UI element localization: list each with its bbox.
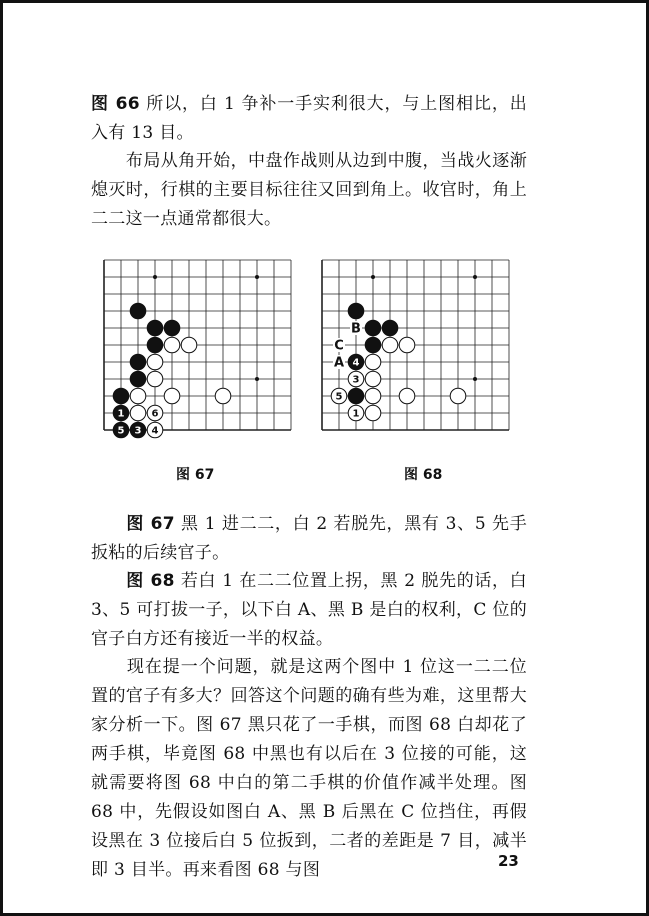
point-letter-label: A (333, 355, 345, 371)
black-stone (382, 320, 398, 336)
paragraph-fig68 (91, 567, 527, 654)
paragraph-text: 若白 1 在二二位置上拐，黑 2 脱先的话，白 3、5 可打拔一子，以下白 A、黑 B 是白的权利，C 位的官子白方还有接近一半的权益。 (91, 571, 527, 649)
go-diagram-fig68 (310, 252, 520, 452)
stone-number-label: 4 (352, 357, 360, 369)
star-point (473, 275, 477, 279)
black-stone (348, 303, 364, 319)
white-stone (164, 337, 180, 353)
stone-number-label: 5 (335, 391, 343, 403)
black-stone (147, 320, 163, 336)
paragraph-text: 黑 1 进二二，白 2 若脱先，黑有 3、5 先手扳粘的后续官子。 (91, 514, 527, 563)
white-stone (365, 405, 381, 421)
page-border-top (0, 0, 649, 3)
board-grid (104, 260, 291, 430)
paragraph-text: 现在提一个问题，就是这两个图中 1 位这一二二位置的官子有多大？回答这个问题的确有些为难，这里帮大家分析一下。图 67 黑只花了一手棋，而图 68 白却花了两手棋，毕竟图 68 中黑也有以后在 3 位接的可能，这就需要将图 68 中白的第二手棋的价值作减半处理。图 68 中，先假设如图白 A、黑 B 后黑在 C 位挡住，再假设黑在 3 位接后白 5 位扳到，二者的差距是 7 目，减半即 3 目半。再来看图 68 与图 (91, 657, 527, 880)
paragraph-intro (91, 147, 527, 234)
black-stone (348, 388, 364, 404)
star-point (153, 275, 157, 279)
stone-number-label: 4 (151, 425, 159, 437)
paragraph-lead: 图 68 (91, 571, 175, 591)
white-stone (365, 354, 381, 370)
stone-number-label: 5 (117, 425, 125, 437)
paragraph-analysis (91, 653, 527, 885)
star-point (255, 275, 259, 279)
white-stone (181, 337, 197, 353)
page-number: 23 (498, 852, 519, 870)
caption-fig68: 图 68 (404, 467, 443, 483)
white-stone (215, 388, 231, 404)
page-border-left (0, 0, 3, 916)
white-stone (382, 337, 398, 353)
black-stone (164, 320, 180, 336)
go-diagram-fig67 (92, 252, 302, 452)
black-stone (365, 337, 381, 353)
paragraph-fig67 (91, 510, 527, 568)
star-point (255, 377, 259, 381)
white-stone (450, 388, 466, 404)
black-stone (130, 371, 146, 387)
paragraph-lead: 图 66 (91, 94, 140, 114)
board-grid (322, 260, 509, 430)
paragraph-lead: 图 67 (91, 514, 175, 534)
white-stone (365, 388, 381, 404)
white-stone (130, 405, 146, 421)
black-stone (365, 320, 381, 336)
star-point (473, 377, 477, 381)
stone-number-label: 3 (352, 374, 360, 386)
white-stone (164, 388, 180, 404)
white-stone (399, 337, 415, 353)
stone-number-label: 6 (151, 408, 159, 420)
white-stone (365, 371, 381, 387)
white-stone (130, 388, 146, 404)
paragraph-fig66 (91, 90, 527, 148)
white-stone (147, 354, 163, 370)
black-stone (130, 354, 146, 370)
white-stone (399, 388, 415, 404)
black-stone (113, 388, 129, 404)
point-letter-label: B (351, 321, 361, 337)
star-point (371, 275, 375, 279)
caption-fig67: 图 67 (176, 467, 215, 483)
black-stone (147, 337, 163, 353)
white-stone (147, 371, 163, 387)
black-stone (130, 303, 146, 319)
stone-number-label: 3 (134, 425, 142, 437)
stone-number-label: 1 (352, 408, 360, 420)
paragraph-text: 布局从角开始，中盘作战则从边到中腹，当战火逐渐熄灭时，行棋的主要目标往往又回到角上。收官时，角上二二这一点通常都很大。 (91, 151, 527, 229)
paragraph-text: 所以，白 1 争补一手实利很大，与上图相比，出入有 13 目。 (91, 94, 527, 143)
point-letter-label: C (334, 338, 344, 354)
stone-number-label: 1 (117, 408, 125, 420)
